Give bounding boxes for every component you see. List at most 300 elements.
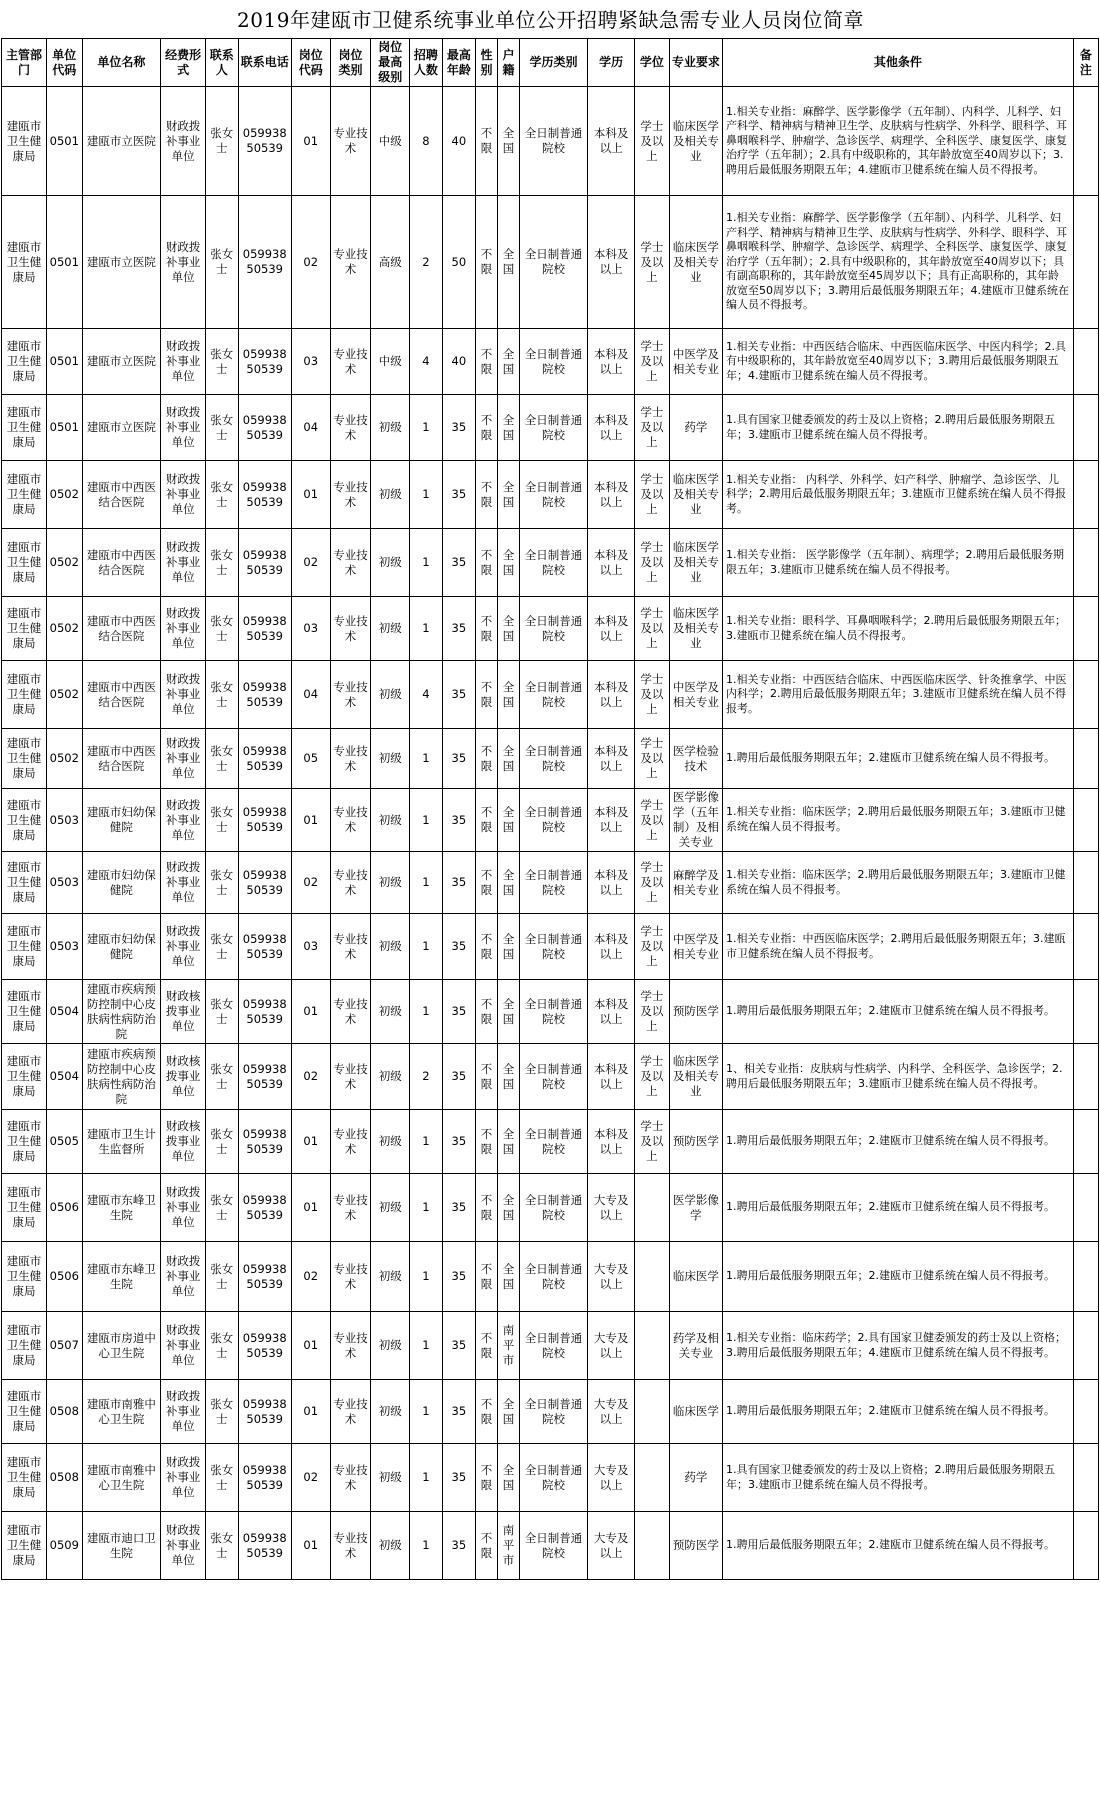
cell-edutype: 全日制普通院校 (520, 729, 588, 789)
cell-dept: 建瓯市卫生健康局 (2, 729, 47, 789)
cell-phone: 05993850539 (238, 1512, 291, 1580)
cell-degree (635, 1312, 670, 1380)
cell-cond: 1.具有国家卫健委颁发的药士及以上资格；2.聘用后最低服务期限五年；3.建瓯市卫健系统在编人员不得报考。 (723, 1444, 1074, 1512)
cell-edu: 本科及以上 (588, 597, 635, 661)
cell-edu: 大专及以上 (588, 1242, 635, 1312)
cell-code: 0504 (47, 980, 83, 1044)
cell-num: 1 (410, 529, 442, 597)
cell-age: 35 (442, 914, 475, 980)
table-row (2, 87, 1099, 196)
cell-age: 35 (442, 852, 475, 914)
cell-code: 0503 (47, 852, 83, 914)
cell-unit: 建瓯市东峰卫生院 (82, 1174, 161, 1242)
cell-pos: 01 (291, 980, 330, 1044)
cell-phone: 05993850539 (238, 789, 291, 852)
cell-degree (635, 1380, 670, 1444)
cell-cond: 1.相关专业指：中西医临床医学；2.聘用后最低服务期限五年；3.建瓯市卫健系统在编人员不得报考。 (723, 914, 1074, 980)
cell-degree (635, 1174, 670, 1242)
cell-hukou: 全国 (498, 1174, 520, 1242)
cell-hukou: 全国 (498, 661, 520, 729)
cell-fund: 财政核拨事业单位 (161, 980, 206, 1044)
table-row (2, 661, 1099, 729)
cell-phone: 05993850539 (238, 196, 291, 329)
cell-major: 医学检验技术 (669, 729, 722, 789)
column-header-level: 岗位最高级别 (371, 39, 410, 87)
cell-type: 专业技术 (330, 395, 371, 461)
cell-fund: 财政拨补事业单位 (161, 1380, 206, 1444)
cell-code: 0506 (47, 1174, 83, 1242)
column-header-edutype: 学历类别 (520, 39, 588, 87)
cell-unit: 建瓯市立医院 (82, 329, 161, 395)
cell-num: 1 (410, 852, 442, 914)
cell-num: 1 (410, 1312, 442, 1380)
cell-pos: 02 (291, 1044, 330, 1110)
cell-contact: 张女士 (206, 395, 238, 461)
cell-edutype: 全日制普通院校 (520, 1312, 588, 1380)
cell-edutype: 全日制普通院校 (520, 1512, 588, 1580)
cell-phone: 05993850539 (238, 529, 291, 597)
cell-fund: 财政拨补事业单位 (161, 1174, 206, 1242)
cell-cond: 1、相关专业指：皮肤病与性病学、内科学、全科医学、急诊医学；2.聘用后最低服务期限五年；3.建瓯市卫健系统在编人员不得报考。 (723, 1044, 1074, 1110)
cell-code: 0501 (47, 395, 83, 461)
table-row (2, 1380, 1099, 1444)
cell-type: 专业技术 (330, 1444, 371, 1512)
cell-dept: 建瓯市卫生健康局 (2, 461, 47, 529)
cell-phone: 05993850539 (238, 1380, 291, 1444)
cell-note (1073, 1444, 1098, 1512)
column-header-major: 专业要求 (669, 39, 722, 87)
cell-hukou: 全国 (498, 1044, 520, 1110)
cell-cond: 1.相关专业指： 内科学、外科学、妇产科学、肿瘤学、急诊医学、儿科学；2.聘用后最低服务期限五年；3.建瓯市卫健系统在编人员不得报考。 (723, 461, 1074, 529)
table-body (2, 87, 1099, 1580)
cell-unit: 建瓯市妇幼保健院 (82, 852, 161, 914)
cell-unit: 建瓯市迪口卫生院 (82, 1512, 161, 1580)
cell-cond: 1.相关专业指：临床医学；2.聘用后最低服务期限五年；3.建瓯市卫健系统在编人员不得报考。 (723, 852, 1074, 914)
column-header-note: 备注 (1073, 39, 1098, 87)
cell-note (1073, 1044, 1098, 1110)
cell-hukou: 全国 (498, 329, 520, 395)
cell-level: 初级 (371, 1444, 410, 1512)
cell-code: 0502 (47, 729, 83, 789)
cell-contact: 张女士 (206, 529, 238, 597)
cell-type: 专业技术 (330, 461, 371, 529)
column-header-dept: 主管部门 (2, 39, 47, 87)
cell-note (1073, 980, 1098, 1044)
cell-num: 1 (410, 1174, 442, 1242)
cell-sex: 不限 (476, 1380, 498, 1444)
cell-sex: 不限 (476, 852, 498, 914)
cell-contact: 张女士 (206, 1312, 238, 1380)
column-header-num: 招聘人数 (410, 39, 442, 87)
cell-major: 预防医学 (669, 1512, 722, 1580)
cell-fund: 财政拨补事业单位 (161, 789, 206, 852)
cell-level: 初级 (371, 852, 410, 914)
cell-level: 中级 (371, 329, 410, 395)
cell-edutype: 全日制普通院校 (520, 789, 588, 852)
table-row (2, 729, 1099, 789)
cell-pos: 01 (291, 1512, 330, 1580)
cell-level: 初级 (371, 461, 410, 529)
cell-dept: 建瓯市卫生健康局 (2, 1444, 47, 1512)
cell-fund: 财政拨补事业单位 (161, 1312, 206, 1380)
cell-dept: 建瓯市卫生健康局 (2, 1512, 47, 1580)
cell-contact: 张女士 (206, 852, 238, 914)
cell-cond: 1.聘用后最低服务期限五年；2.建瓯市卫健系统在编人员不得报考。 (723, 1174, 1074, 1242)
cell-contact: 张女士 (206, 1380, 238, 1444)
cell-contact: 张女士 (206, 1174, 238, 1242)
cell-edu: 本科及以上 (588, 1110, 635, 1174)
cell-note (1073, 597, 1098, 661)
cell-dept: 建瓯市卫生健康局 (2, 789, 47, 852)
cell-num: 1 (410, 914, 442, 980)
cell-fund: 财政拨补事业单位 (161, 529, 206, 597)
cell-num: 1 (410, 597, 442, 661)
cell-num: 8 (410, 87, 442, 196)
cell-num: 4 (410, 661, 442, 729)
cell-degree: 学士及以上 (635, 1110, 670, 1174)
cell-sex: 不限 (476, 597, 498, 661)
cell-level: 初级 (371, 661, 410, 729)
cell-code: 0502 (47, 461, 83, 529)
cell-degree: 学士及以上 (635, 789, 670, 852)
cell-type: 专业技术 (330, 661, 371, 729)
cell-degree: 学士及以上 (635, 87, 670, 196)
cell-pos: 02 (291, 1242, 330, 1312)
cell-edu: 本科及以上 (588, 461, 635, 529)
cell-cond: 1.聘用后最低服务期限五年；2.建瓯市卫健系统在编人员不得报考。 (723, 1512, 1074, 1580)
cell-degree: 学士及以上 (635, 852, 670, 914)
cell-code: 0508 (47, 1444, 83, 1512)
column-header-code: 单位代码 (47, 39, 83, 87)
cell-unit: 建瓯市中西医结合医院 (82, 529, 161, 597)
cell-level: 初级 (371, 1110, 410, 1174)
cell-phone: 05993850539 (238, 914, 291, 980)
cell-edu: 大专及以上 (588, 1174, 635, 1242)
cell-hukou: 全国 (498, 395, 520, 461)
cell-dept: 建瓯市卫生健康局 (2, 329, 47, 395)
cell-degree: 学士及以上 (635, 729, 670, 789)
cell-type: 专业技术 (330, 980, 371, 1044)
cell-level: 初级 (371, 1174, 410, 1242)
cell-cond: 1.聘用后最低服务期限五年；2.建瓯市卫健系统在编人员不得报考。 (723, 980, 1074, 1044)
cell-dept: 建瓯市卫生健康局 (2, 661, 47, 729)
cell-unit: 建瓯市南雅中心卫生院 (82, 1380, 161, 1444)
cell-cond: 1.相关专业指：临床药学；2.具有国家卫健委颁发的药士及以上资格；3.聘用后最低服务期限五年；4.建瓯市卫健系统在编人员不得报考。 (723, 1312, 1074, 1380)
column-header-degree: 学位 (635, 39, 670, 87)
cell-edu: 本科及以上 (588, 980, 635, 1044)
cell-age: 50 (442, 196, 475, 329)
cell-contact: 张女士 (206, 1110, 238, 1174)
cell-note (1073, 852, 1098, 914)
cell-major: 临床医学及相关专业 (669, 529, 722, 597)
cell-phone: 05993850539 (238, 87, 291, 196)
cell-contact: 张女士 (206, 1044, 238, 1110)
cell-edu: 大专及以上 (588, 1512, 635, 1580)
cell-type: 专业技术 (330, 1174, 371, 1242)
cell-major: 中医学及相关专业 (669, 329, 722, 395)
cell-edutype: 全日制普通院校 (520, 1174, 588, 1242)
cell-phone: 05993850539 (238, 1044, 291, 1110)
cell-cond: 1.聘用后最低服务期限五年；2.建瓯市卫健系统在编人员不得报考。 (723, 1242, 1074, 1312)
cell-major: 临床医学 (669, 1242, 722, 1312)
cell-major: 中医学及相关专业 (669, 914, 722, 980)
cell-age: 35 (442, 529, 475, 597)
cell-num: 1 (410, 1242, 442, 1312)
cell-note (1073, 729, 1098, 789)
cell-cond: 1.相关专业指：眼科学、耳鼻咽喉科学；2.聘用后最低服务期限五年；3.建瓯市卫健系统在编人员不得报考。 (723, 597, 1074, 661)
cell-hukou: 南平市 (498, 1312, 520, 1380)
table-row (2, 1044, 1099, 1110)
cell-edu: 本科及以上 (588, 729, 635, 789)
cell-sex: 不限 (476, 395, 498, 461)
cell-edu: 本科及以上 (588, 196, 635, 329)
cell-num: 1 (410, 1380, 442, 1444)
cell-note (1073, 1110, 1098, 1174)
cell-level: 初级 (371, 395, 410, 461)
cell-note (1073, 1312, 1098, 1380)
cell-edu: 本科及以上 (588, 789, 635, 852)
cell-edu: 本科及以上 (588, 87, 635, 196)
cell-sex: 不限 (476, 87, 498, 196)
cell-note (1073, 1242, 1098, 1312)
cell-num: 1 (410, 1444, 442, 1512)
cell-major: 临床医学 (669, 1380, 722, 1444)
cell-code: 0503 (47, 789, 83, 852)
cell-unit: 建瓯市疾病预防控制中心皮肤病性病防治院 (82, 980, 161, 1044)
document-title: 2019年建瓯市卫健系统事业单位公开招聘紧缺急需专业人员岗位简章 (237, 8, 864, 32)
cell-pos: 02 (291, 1444, 330, 1512)
cell-age: 35 (442, 661, 475, 729)
table-header-row (2, 39, 1099, 87)
cell-unit: 建瓯市立医院 (82, 87, 161, 196)
cell-major: 医学影像学 (669, 1174, 722, 1242)
cell-hukou: 全国 (498, 597, 520, 661)
cell-degree: 学士及以上 (635, 597, 670, 661)
cell-phone: 05993850539 (238, 1312, 291, 1380)
cell-type: 专业技术 (330, 1044, 371, 1110)
column-header-cond: 其他条件 (723, 39, 1074, 87)
cell-type: 专业技术 (330, 1110, 371, 1174)
cell-level: 初级 (371, 1044, 410, 1110)
positions-table (1, 38, 1099, 1580)
cell-edutype: 全日制普通院校 (520, 852, 588, 914)
cell-cond: 1.相关专业指：麻醉学、医学影像学（五年制）、内科学、儿科学、妇产科学、精神病与精神卫生学、皮肤病与性病学、外科学、眼科学、耳鼻咽喉科学、肿瘤学、急诊医学、病理学、全科医学、康复医学、康复治疗学（五年制）；2.具有中级职称的，其年龄放宽至40周岁以下；3.聘用后最低服务期限五年；4.建瓯市卫健系统在编人员不得报考。 (723, 87, 1074, 196)
cell-hukou: 全国 (498, 529, 520, 597)
cell-degree: 学士及以上 (635, 529, 670, 597)
cell-contact: 张女士 (206, 1444, 238, 1512)
cell-edutype: 全日制普通院校 (520, 1380, 588, 1444)
cell-contact: 张女士 (206, 87, 238, 196)
cell-age: 35 (442, 1444, 475, 1512)
cell-pos: 04 (291, 661, 330, 729)
cell-degree: 学士及以上 (635, 661, 670, 729)
cell-type: 专业技术 (330, 729, 371, 789)
cell-pos: 05 (291, 729, 330, 789)
cell-fund: 财政拨补事业单位 (161, 597, 206, 661)
cell-cond: 1.相关专业指：麻醉学、医学影像学（五年制）、内科学、儿科学、妇产科学、精神病与精神卫生学、皮肤病与性病学、外科学、眼科学、耳鼻咽喉科学、肿瘤学、急诊医学、病理学、全科医学、康复医学、康复治疗学（五年制）；2.具有中级职称的，其年龄放宽至40周岁以下；具有副高职称的，其年龄放宽至45周岁以下；具有正高职称的，其年龄放宽至50周岁以下；3.聘用后最低服务期限五年；4.建瓯市卫健系统在编人员不得报考。 (723, 196, 1074, 329)
cell-unit: 建瓯市东峰卫生院 (82, 1242, 161, 1312)
column-header-unit: 单位名称 (82, 39, 161, 87)
cell-major: 临床医学及相关专业 (669, 196, 722, 329)
table-row (2, 789, 1099, 852)
cell-fund: 财政拨补事业单位 (161, 461, 206, 529)
cell-pos: 01 (291, 87, 330, 196)
cell-phone: 05993850539 (238, 1110, 291, 1174)
cell-major: 药学及相关专业 (669, 1312, 722, 1380)
cell-note (1073, 529, 1098, 597)
cell-dept: 建瓯市卫生健康局 (2, 395, 47, 461)
cell-pos: 01 (291, 1110, 330, 1174)
cell-unit: 建瓯市中西医结合医院 (82, 729, 161, 789)
cell-note (1073, 661, 1098, 729)
cell-sex: 不限 (476, 1242, 498, 1312)
cell-hukou: 南平市 (498, 1512, 520, 1580)
cell-age: 35 (442, 597, 475, 661)
cell-hukou: 全国 (498, 980, 520, 1044)
cell-contact: 张女士 (206, 661, 238, 729)
cell-degree: 学士及以上 (635, 395, 670, 461)
cell-sex: 不限 (476, 1110, 498, 1174)
cell-sex: 不限 (476, 729, 498, 789)
cell-age: 35 (442, 729, 475, 789)
cell-phone: 05993850539 (238, 980, 291, 1044)
cell-sex: 不限 (476, 1512, 498, 1580)
cell-age: 35 (442, 980, 475, 1044)
cell-code: 0503 (47, 914, 83, 980)
cell-hukou: 全国 (498, 914, 520, 980)
cell-edu: 本科及以上 (588, 1044, 635, 1110)
cell-dept: 建瓯市卫生健康局 (2, 1312, 47, 1380)
cell-degree: 学士及以上 (635, 461, 670, 529)
cell-hukou: 全国 (498, 1242, 520, 1312)
cell-cond: 1.相关专业指：临床医学；2.聘用后最低服务期限五年；3.建瓯市卫健系统在编人员不得报考。 (723, 789, 1074, 852)
cell-type: 专业技术 (330, 1380, 371, 1444)
cell-type: 专业技术 (330, 914, 371, 980)
table-row (2, 1512, 1099, 1580)
cell-num: 1 (410, 395, 442, 461)
cell-unit: 建瓯市房道中心卫生院 (82, 1312, 161, 1380)
cell-fund: 财政拨补事业单位 (161, 329, 206, 395)
cell-dept: 建瓯市卫生健康局 (2, 597, 47, 661)
cell-dept: 建瓯市卫生健康局 (2, 1174, 47, 1242)
cell-note (1073, 196, 1098, 329)
cell-fund: 财政拨补事业单位 (161, 729, 206, 789)
cell-age: 35 (442, 1044, 475, 1110)
cell-edutype: 全日制普通院校 (520, 597, 588, 661)
cell-fund: 财政拨补事业单位 (161, 395, 206, 461)
cell-code: 0508 (47, 1380, 83, 1444)
cell-note (1073, 1174, 1098, 1242)
cell-hukou: 全国 (498, 729, 520, 789)
cell-edu: 本科及以上 (588, 914, 635, 980)
cell-pos: 03 (291, 597, 330, 661)
cell-major: 临床医学及相关专业 (669, 597, 722, 661)
cell-pos: 03 (291, 329, 330, 395)
table-row (2, 529, 1099, 597)
column-header-hukou: 户籍 (498, 39, 520, 87)
cell-major: 药学 (669, 395, 722, 461)
cell-contact: 张女士 (206, 729, 238, 789)
column-header-edu: 学历 (588, 39, 635, 87)
cell-sex: 不限 (476, 1312, 498, 1380)
cell-age: 35 (442, 1110, 475, 1174)
cell-unit: 建瓯市疾病预防控制中心皮肤病性病防治院 (82, 1044, 161, 1110)
table-row (2, 329, 1099, 395)
cell-code: 0506 (47, 1242, 83, 1312)
cell-unit: 建瓯市南雅中心卫生院 (82, 1444, 161, 1512)
cell-contact: 张女士 (206, 597, 238, 661)
table-row (2, 980, 1099, 1044)
cell-degree: 学士及以上 (635, 980, 670, 1044)
cell-edu: 本科及以上 (588, 529, 635, 597)
cell-major: 中医学及相关专业 (669, 661, 722, 729)
cell-num: 1 (410, 729, 442, 789)
column-header-fund: 经费形式 (161, 39, 206, 87)
cell-unit: 建瓯市中西医结合医院 (82, 461, 161, 529)
cell-contact: 张女士 (206, 196, 238, 329)
cell-hukou: 全国 (498, 852, 520, 914)
cell-major: 预防医学 (669, 980, 722, 1044)
table-row (2, 1242, 1099, 1312)
cell-edutype: 全日制普通院校 (520, 461, 588, 529)
column-header-contact: 联系人 (206, 39, 238, 87)
cell-edu: 本科及以上 (588, 661, 635, 729)
cell-fund: 财政拨补事业单位 (161, 1444, 206, 1512)
cell-edutype: 全日制普通院校 (520, 1444, 588, 1512)
cell-code: 0501 (47, 329, 83, 395)
cell-note (1073, 329, 1098, 395)
cell-type: 专业技术 (330, 529, 371, 597)
cell-phone: 05993850539 (238, 1174, 291, 1242)
cell-sex: 不限 (476, 529, 498, 597)
cell-contact: 张女士 (206, 914, 238, 980)
cell-degree (635, 1444, 670, 1512)
cell-degree: 学士及以上 (635, 329, 670, 395)
cell-edu: 大专及以上 (588, 1312, 635, 1380)
cell-age: 35 (442, 395, 475, 461)
cell-hukou: 全国 (498, 1444, 520, 1512)
cell-type: 专业技术 (330, 597, 371, 661)
cell-level: 初级 (371, 529, 410, 597)
cell-num: 1 (410, 980, 442, 1044)
table-row (2, 461, 1099, 529)
cell-dept: 建瓯市卫生健康局 (2, 852, 47, 914)
cell-unit: 建瓯市立医院 (82, 395, 161, 461)
cell-cond: 1.聘用后最低服务期限五年；2.建瓯市卫健系统在编人员不得报考。 (723, 1380, 1074, 1444)
cell-age: 40 (442, 329, 475, 395)
cell-hukou: 全国 (498, 1110, 520, 1174)
table-row (2, 1444, 1099, 1512)
cell-phone: 05993850539 (238, 852, 291, 914)
cell-pos: 01 (291, 1380, 330, 1444)
column-header-type: 岗位类别 (330, 39, 371, 87)
cell-note (1073, 914, 1098, 980)
cell-edutype: 全日制普通院校 (520, 329, 588, 395)
cell-type: 专业技术 (330, 789, 371, 852)
cell-code: 0504 (47, 1044, 83, 1110)
cell-num: 4 (410, 329, 442, 395)
cell-hukou: 全国 (498, 1380, 520, 1444)
cell-note (1073, 1512, 1098, 1580)
cell-unit: 建瓯市卫生计生监督所 (82, 1110, 161, 1174)
cell-num: 1 (410, 461, 442, 529)
cell-dept: 建瓯市卫生健康局 (2, 529, 47, 597)
cell-type: 专业技术 (330, 1242, 371, 1312)
cell-sex: 不限 (476, 789, 498, 852)
cell-major: 医学影像学（五年制）及相关专业 (669, 789, 722, 852)
cell-pos: 01 (291, 789, 330, 852)
cell-fund: 财政拨补事业单位 (161, 914, 206, 980)
